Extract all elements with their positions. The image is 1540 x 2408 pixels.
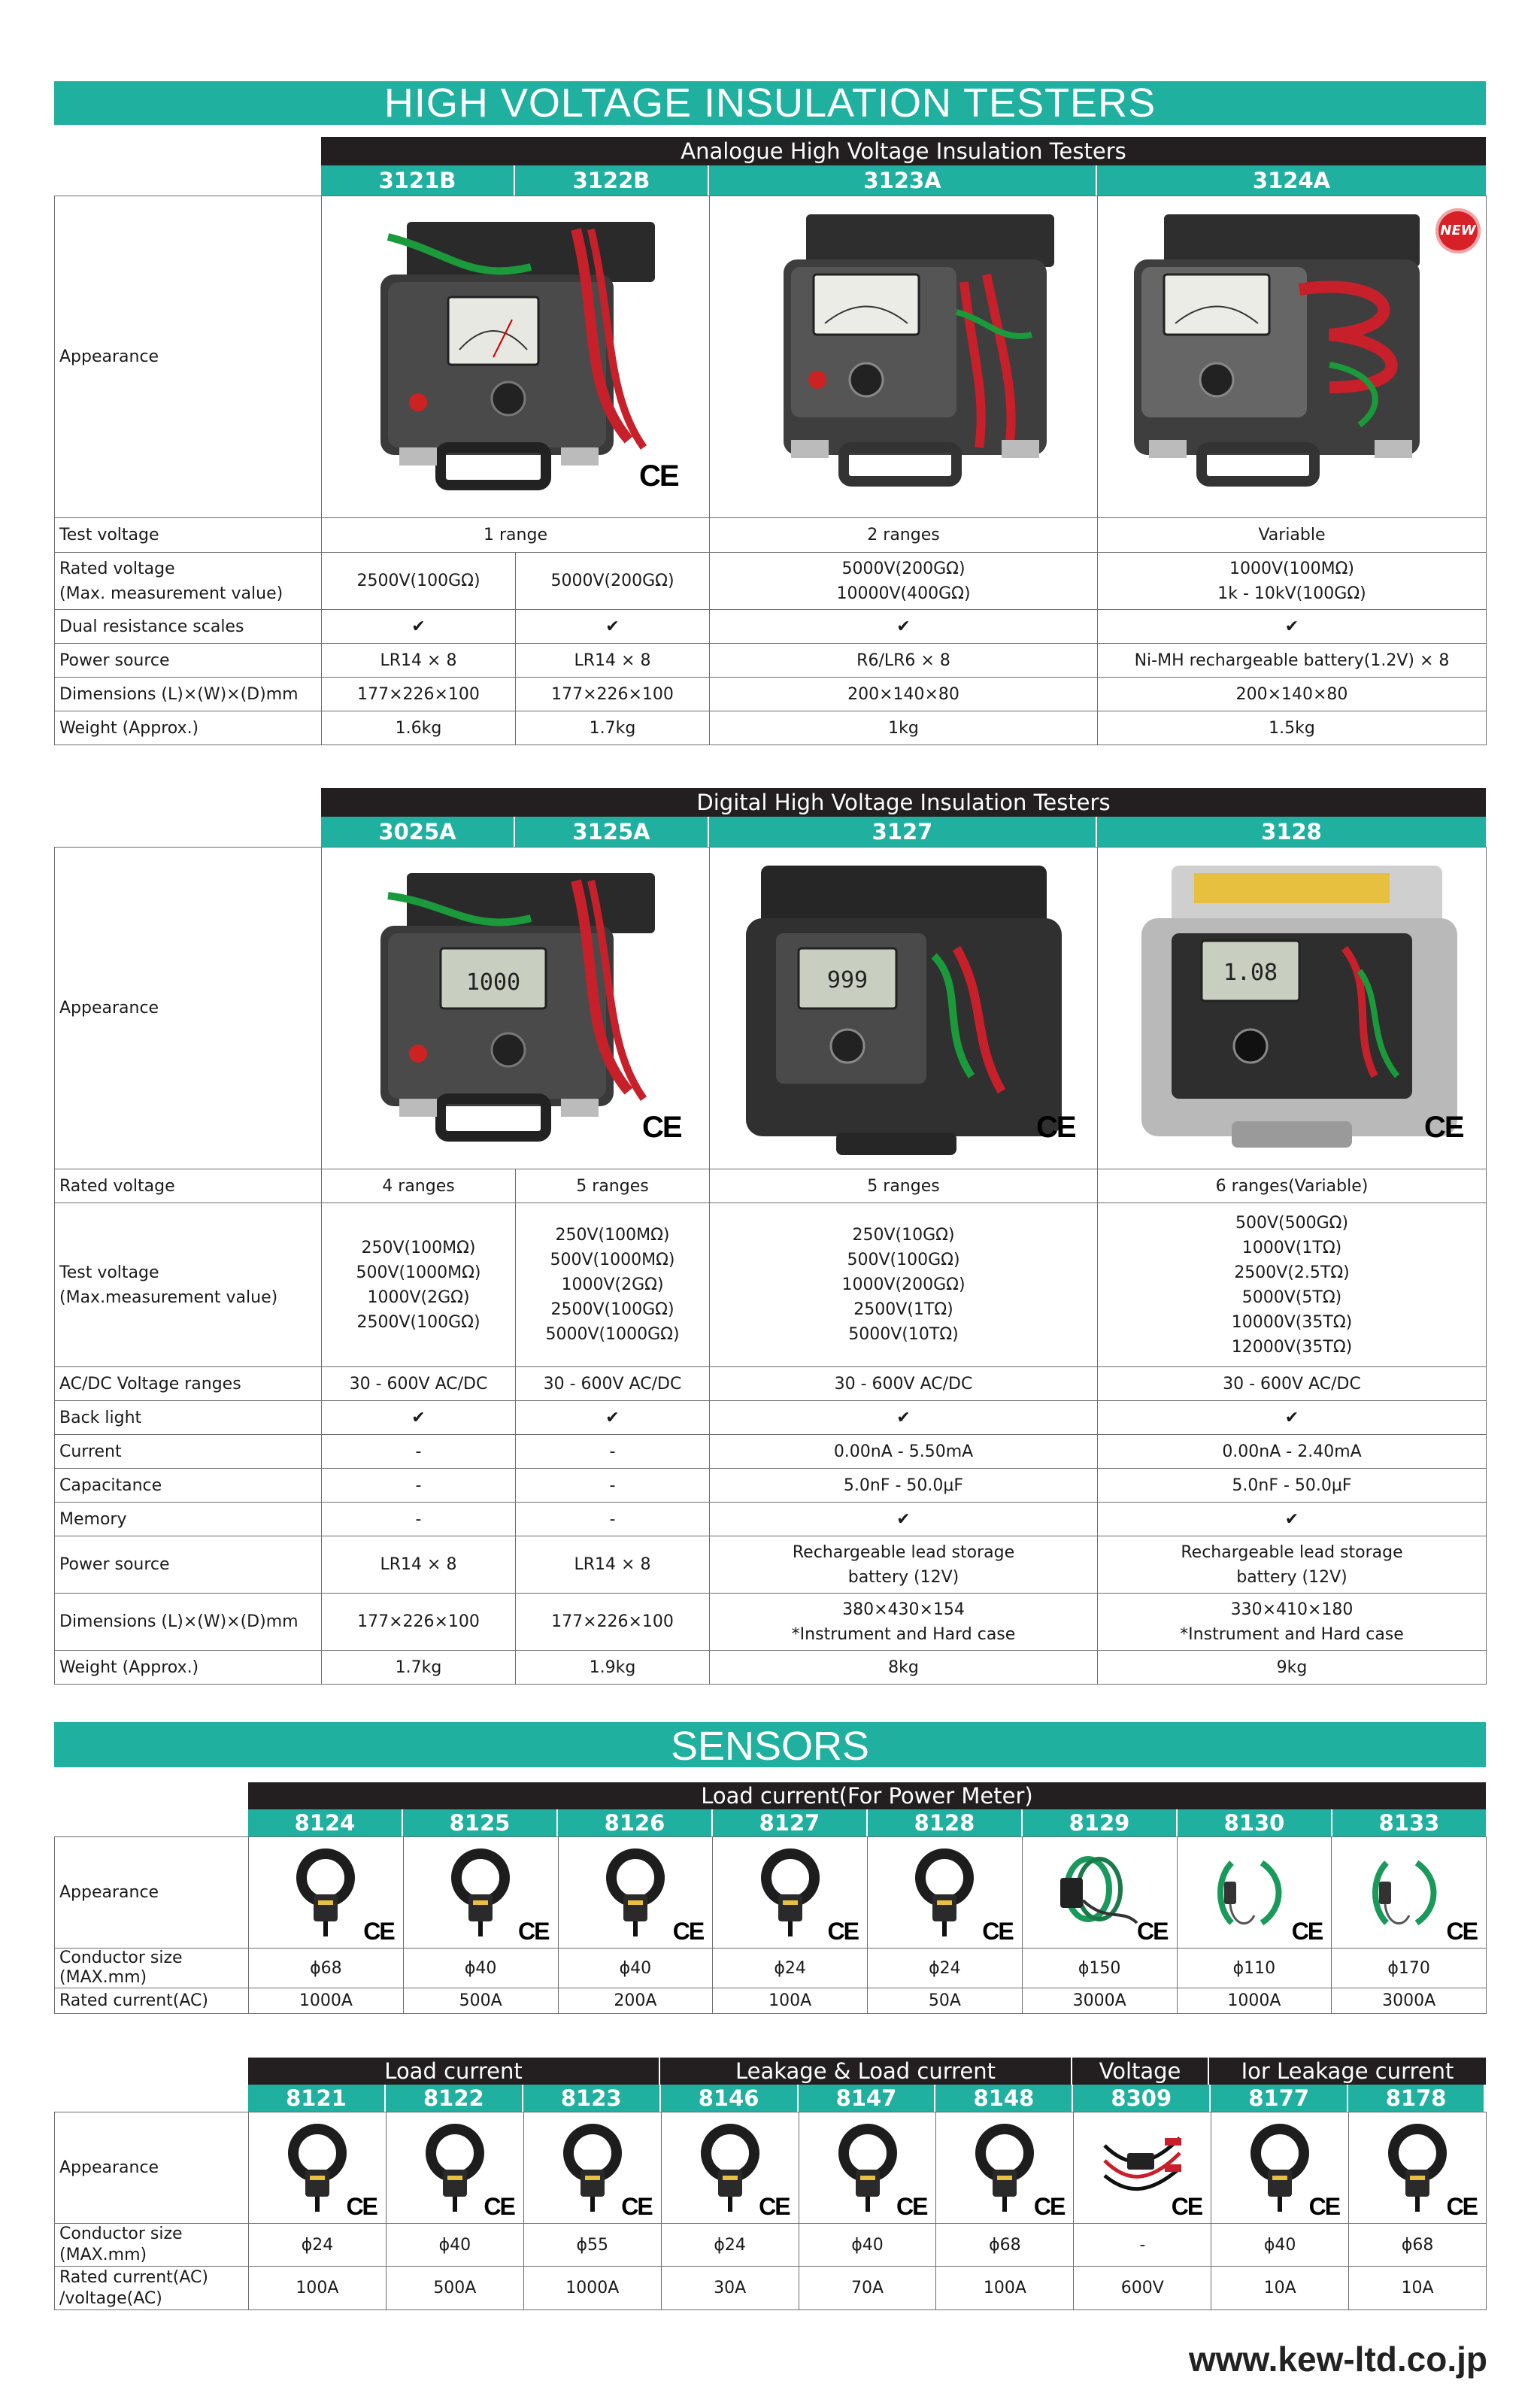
cell-line: 2500V(100GΩ) [550, 1300, 675, 1319]
check-mark: ✔ [516, 610, 710, 644]
cell: 5 ranges [710, 1169, 1098, 1203]
ce-mark: CE [642, 1110, 681, 1144]
cell [1098, 1594, 1487, 1651]
cell-line: 2500V(2.5TΩ) [1234, 1263, 1350, 1282]
cell [322, 1203, 516, 1367]
rated-value-8124: 1000A [249, 1988, 404, 2014]
check-mark: ✔ [1098, 1503, 1487, 1536]
ce-mark: CE [639, 459, 678, 493]
cell-line: 1k - 10kV(100GΩ) [1217, 584, 1366, 603]
cell [1098, 1536, 1487, 1594]
model-3122b: 3122B [515, 165, 709, 196]
label-line: Conductor size [59, 2225, 183, 2243]
model-8127: 8127 [713, 1809, 868, 1836]
cell-line: 500V(100GΩ) [847, 1251, 960, 1269]
cell-line: 250V(100MΩ) [361, 1238, 476, 1257]
conductor-size-8125: ϕ40 [403, 1949, 558, 1988]
cell: 177×226×100 [516, 1594, 710, 1651]
conductor-size-8146: ϕ24 [661, 2224, 799, 2267]
rated-value-8121: 100A [249, 2267, 387, 2310]
row-label-power-source: Power source [55, 644, 322, 678]
digital-tester-image [716, 851, 1092, 1159]
cell: LR14 × 8 [322, 644, 516, 678]
cell: 200×140×80 [710, 678, 1098, 711]
sensor-image-8121 [249, 2112, 387, 2224]
clamp-sensor-image [745, 1848, 835, 1938]
cell: 1.7kg [516, 711, 710, 745]
rated-value-8146: 30A [661, 2267, 799, 2310]
sensors1-model-row [248, 1809, 1486, 1836]
label-line: Test voltage [59, 1263, 159, 1282]
flexible-sensor-image [1209, 1848, 1299, 1938]
ce-mark: CE [346, 2192, 377, 2220]
conductor-size-8121: ϕ24 [249, 2224, 387, 2267]
cell: LR14 × 8 [516, 1536, 710, 1594]
model-8146: 8146 [661, 2085, 799, 2112]
cell: 0.00nA - 2.40mA [1098, 1435, 1487, 1469]
row-label-rated-current: Rated current(AC) [55, 1988, 249, 2014]
cell: 4 ranges [322, 1169, 516, 1203]
cell-line: 2500V(1TΩ) [853, 1300, 953, 1319]
cell-line: 1000V(2GΩ) [561, 1275, 664, 1294]
cell: 177×226×100 [516, 678, 710, 711]
cell: 200×140×80 [1098, 678, 1487, 711]
check-mark: ✔ [710, 610, 1098, 644]
cell: R6/LR6 × 8 [710, 644, 1098, 678]
ce-mark: CE [484, 2192, 514, 2220]
conductor-size-8123: ϕ55 [523, 2224, 661, 2267]
ce-mark: CE [1446, 1917, 1477, 1945]
clamp-sensor-image [899, 1848, 990, 1938]
sensor-image-8129 [1022, 1837, 1177, 1949]
conductor-size-8148: ϕ68 [936, 2224, 1074, 2267]
cell: 9kg [1098, 1651, 1487, 1685]
cell: 5.0nF - 50.0μF [710, 1469, 1098, 1503]
cell [710, 1594, 1098, 1651]
cell [1098, 553, 1487, 610]
row-label-appearance: Appearance [55, 1837, 249, 1949]
cell: 5.0nF - 50.0μF [1098, 1469, 1487, 1503]
rated-value-8177: 10A [1211, 2267, 1349, 2310]
group-load-current: Load current [248, 2058, 660, 2085]
sensor-image-8128 [868, 1837, 1023, 1949]
cell-line: 5000V(10TΩ) [848, 1325, 959, 1344]
row-label-dual-resistance: Dual resistance scales [55, 610, 322, 644]
model-8129: 8129 [1023, 1809, 1178, 1836]
lcd-readout: 1000 [465, 969, 520, 996]
model-8122: 8122 [386, 2085, 523, 2112]
cell-line: battery (12V) [847, 1567, 959, 1587]
conductor-size-8128: ϕ24 [868, 1949, 1023, 1988]
analogue-tester-image [1104, 199, 1480, 508]
ce-mark: CE [518, 1917, 549, 1945]
label-line: /voltage(AC) [59, 2288, 162, 2308]
main-title: HIGH VOLTAGE INSULATION TESTERS [54, 81, 1486, 125]
cell [516, 1203, 710, 1367]
rated-value-8130: 1000A [1177, 1988, 1332, 2014]
cell-line: 5000V(200GΩ) [841, 559, 966, 578]
ce-mark: CE [896, 2192, 927, 2220]
row-label-conductor-size [55, 1949, 249, 1988]
cell: 8kg [710, 1651, 1098, 1685]
ce-mark: CE [621, 2192, 652, 2220]
cell [710, 553, 1098, 610]
sensors2-model-row [248, 2085, 1484, 2112]
model-8178: 8178 [1348, 2085, 1484, 2112]
model-8126: 8126 [558, 1809, 713, 1836]
cell: 2500V(100GΩ) [322, 553, 516, 610]
product-image-3127 [710, 848, 1098, 1169]
digital-model-row [321, 817, 1486, 847]
product-image-3128 [1098, 848, 1487, 1169]
rated-value-8125: 500A [403, 1988, 558, 2014]
row-label-appearance: Appearance [55, 2112, 249, 2224]
cell-line: *Instrument and Hard case [791, 1624, 1016, 1644]
cell-line: 1000V(1TΩ) [1241, 1238, 1342, 1257]
row-label-power-source: Power source [55, 1536, 322, 1594]
rated-value-8133: 3000A [1332, 1988, 1487, 2014]
cell: LR14 × 8 [516, 644, 710, 678]
sensor-image-8178 [1349, 2112, 1487, 2224]
cell: 1 range [322, 518, 710, 553]
label-line: (MAX.mm) [59, 2246, 147, 2264]
ce-mark: CE [1137, 1917, 1168, 1945]
check-mark: ✔ [710, 1503, 1098, 1536]
sensor-image-8130 [1177, 1837, 1332, 1949]
conductor-size-8177: ϕ40 [1211, 2224, 1349, 2267]
cell-line: Rechargeable lead storage [792, 1542, 1015, 1562]
cell-line: 380×430×154 [842, 1600, 965, 1619]
ce-mark: CE [827, 1917, 858, 1945]
model-8130: 8130 [1178, 1809, 1332, 1836]
conductor-size-8147: ϕ40 [799, 2224, 936, 2267]
cell-line: 500V(1000MΩ) [550, 1251, 675, 1269]
analogue-model-row [321, 165, 1486, 196]
cell: 5 ranges [516, 1169, 710, 1203]
cell: LR14 × 8 [322, 1536, 516, 1594]
cell-line: 1000V(200GΩ) [841, 1275, 966, 1294]
product-image-3123a [710, 196, 1098, 518]
group-ior-leakage-current: Ior Leakage current [1209, 2058, 1486, 2085]
row-label-rated-voltage [55, 553, 322, 610]
model-8125: 8125 [403, 1809, 558, 1836]
group-voltage: Voltage [1072, 2058, 1209, 2085]
footer-url[interactable]: www.kew-ltd.co.jp [1189, 2340, 1487, 2379]
sensor-image-8148 [936, 2112, 1074, 2224]
model-3124a: 3124A [1097, 165, 1486, 196]
row-label-weight: Weight (Approx.) [55, 1651, 322, 1685]
ce-mark: CE [982, 1917, 1013, 1945]
check-mark: ✔ [322, 1401, 516, 1435]
cell-line: 10000V(35TΩ) [1231, 1312, 1353, 1332]
cell: 6 ranges(Variable) [1098, 1169, 1487, 1203]
conductor-size-8309: - [1074, 2224, 1211, 2267]
conductor-size-8122: ϕ40 [386, 2224, 523, 2267]
label-line: (Max.measurement value) [59, 1287, 278, 1307]
ce-mark: CE [363, 1917, 394, 1945]
row-label-acdc: AC/DC Voltage ranges [55, 1367, 322, 1401]
product-image-3124a [1098, 196, 1487, 518]
clamp-sensor-image [280, 1848, 371, 1938]
check-mark: ✔ [710, 1401, 1098, 1435]
conductor-size-8124: ϕ68 [249, 1949, 404, 1988]
label-line: Rated current(AC) [59, 2267, 208, 2287]
cell [710, 1536, 1098, 1594]
model-8121: 8121 [248, 2085, 386, 2112]
sensor-image-8125 [403, 1837, 558, 1949]
ce-mark: CE [1291, 1917, 1323, 1945]
model-3025a: 3025A [321, 817, 515, 847]
sensor-image-8122 [386, 2112, 523, 2224]
row-label-capacitance: Capacitance [55, 1469, 322, 1503]
label-line: Conductor size [59, 1949, 183, 1967]
row-label-rated-voltage: Rated voltage [55, 1169, 322, 1203]
cell-line: 2500V(100GΩ) [356, 1312, 480, 1332]
sensors-title: SENSORS [54, 1722, 1486, 1767]
cell: 30 - 600V AC/DC [516, 1367, 710, 1401]
cell: - [516, 1435, 710, 1469]
ce-mark: CE [1446, 2192, 1478, 2220]
conductor-size-8130: ϕ110 [1177, 1949, 1332, 1988]
row-label-backlight: Back light [55, 1401, 322, 1435]
label-line: (Max. measurement value) [59, 584, 283, 603]
sensor-image-8124 [249, 1837, 404, 1949]
cell: 1.7kg [322, 1651, 516, 1685]
sensors-load-power-header: Load current(For Power Meter) [248, 1782, 1486, 1809]
row-label-dimensions: Dimensions (L)×(W)×(D)mm [55, 1594, 322, 1651]
rated-value-8178: 10A [1349, 2267, 1487, 2310]
label-line: (MAX.mm) [59, 1968, 147, 1987]
model-8148: 8148 [935, 2085, 1073, 2112]
cell: 30 - 600V AC/DC [1098, 1367, 1487, 1401]
conductor-size-8133: ϕ170 [1332, 1949, 1487, 1988]
cell: 1.6kg [322, 711, 516, 745]
cell-line: 12000V(35TΩ) [1231, 1337, 1353, 1357]
sensor-image-8147 [799, 2112, 936, 2224]
conductor-size-8126: ϕ40 [558, 1949, 713, 1988]
rated-value-8128: 50A [868, 1988, 1023, 2014]
sensor-image-8146 [661, 2112, 799, 2224]
rated-value-8129: 3000A [1022, 1988, 1177, 2014]
analogue-spec-table [54, 196, 1487, 745]
sensor-image-8309 [1074, 2112, 1211, 2224]
model-3127: 3127 [709, 817, 1097, 847]
cell-line: 5000V(1000GΩ) [545, 1325, 680, 1344]
row-label-current: Current [55, 1435, 322, 1469]
ce-mark: CE [1424, 1110, 1463, 1144]
rated-value-8122: 500A [386, 2267, 523, 2310]
row-label-test-voltage: Test voltage [55, 518, 322, 553]
cell: - [516, 1503, 710, 1536]
cell-line: 1000V(2GΩ) [367, 1287, 470, 1307]
cell-line: 10000V(400GΩ) [836, 584, 971, 603]
row-label-weight: Weight (Approx.) [55, 711, 322, 745]
cell: - [516, 1469, 710, 1503]
sensor-image-8127 [713, 1837, 868, 1949]
cell: 1kg [710, 711, 1098, 745]
ce-mark: CE [759, 2192, 790, 2220]
cell: 177×226×100 [322, 1594, 516, 1651]
cell [1098, 1203, 1487, 1367]
lcd-readout: 1.08 [1223, 959, 1278, 986]
sensor-image-8133 [1332, 1837, 1487, 1949]
group-leakage-load-current: Leakage & Load current [660, 2058, 1072, 2085]
cell: - [322, 1503, 516, 1536]
cell: - [322, 1435, 516, 1469]
model-8147: 8147 [799, 2085, 936, 2112]
rated-value-8309: 600V [1074, 2267, 1211, 2310]
ce-mark: CE [1033, 2192, 1065, 2220]
cell-line: 500V(500GΩ) [1235, 1213, 1349, 1233]
analogue-section-header: Analogue High Voltage Insulation Testers [321, 137, 1486, 165]
row-label-rated-current-voltage [55, 2267, 249, 2310]
cell-line: 250V(100MΩ) [555, 1226, 670, 1245]
flexible-sensor-image [1054, 1848, 1144, 1938]
ce-mark: CE [1308, 2192, 1340, 2220]
cell: - [322, 1469, 516, 1503]
row-label-conductor-size [55, 2224, 249, 2267]
rated-value-8127: 100A [713, 1988, 868, 2014]
label-line: Rated voltage [59, 559, 175, 578]
check-mark: ✔ [1098, 1401, 1487, 1435]
cell-line: Rechargeable lead storage [1181, 1542, 1403, 1562]
digital-tester-image [1104, 851, 1480, 1159]
cell-line: 330×410×180 [1230, 1600, 1354, 1619]
cell: 1.9kg [516, 1651, 710, 1685]
sensors2-group-row [248, 2058, 1486, 2085]
cell-line: battery (12V) [1236, 1567, 1348, 1587]
sensor-image-8126 [558, 1837, 713, 1949]
cell: Ni-MH rechargeable battery(1.2V) × 8 [1098, 644, 1487, 678]
clamp-sensor-image [435, 1848, 526, 1938]
cell: 1.5kg [1098, 711, 1487, 745]
rated-value-8123: 1000A [523, 2267, 661, 2310]
digital-section-header: Digital High Voltage Insulation Testers [321, 788, 1486, 817]
flexible-sensor-image [1364, 1848, 1454, 1938]
lcd-readout: 999 [826, 966, 868, 993]
conductor-size-8127: ϕ24 [713, 1949, 868, 1988]
new-badge: NEW [1435, 208, 1481, 253]
ce-mark: CE [1171, 2192, 1202, 2220]
cell: 5000V(200GΩ) [516, 553, 710, 610]
ce-mark: CE [1036, 1110, 1075, 1144]
cell-line: 250V(10GΩ) [852, 1226, 955, 1245]
rated-value-8148: 100A [936, 2267, 1074, 2310]
sensor-image-8177 [1211, 2112, 1349, 2224]
cell-line: 1000V(100MΩ) [1229, 559, 1354, 578]
check-mark: ✔ [1098, 610, 1487, 644]
cell: 30 - 600V AC/DC [322, 1367, 516, 1401]
cell: 177×226×100 [322, 678, 516, 711]
model-3123a: 3123A [709, 165, 1097, 196]
model-8177: 8177 [1211, 2085, 1348, 2112]
model-3121b: 3121B [321, 165, 515, 196]
model-8124: 8124 [248, 1809, 403, 1836]
product-image-3025a-3125a [322, 848, 710, 1169]
model-8123: 8123 [523, 2085, 661, 2112]
ce-mark: CE [672, 1917, 704, 1945]
row-label-dimensions: Dimensions (L)×(W)×(D)mm [55, 678, 322, 711]
product-image-3121b-3122b [322, 196, 710, 518]
digital-spec-table [54, 847, 1487, 1685]
analogue-tester-image [716, 199, 1092, 508]
cell: 2 ranges [710, 518, 1098, 553]
sensors2-table [54, 2112, 1487, 2310]
rated-value-8126: 200A [558, 1988, 713, 2014]
cell: 0.00nA - 5.50mA [710, 1435, 1098, 1469]
model-8133: 8133 [1332, 1809, 1486, 1836]
cell-line: 5000V(5TΩ) [1241, 1287, 1342, 1307]
model-3128: 3128 [1097, 817, 1486, 847]
cell-line: *Instrument and Hard case [1180, 1624, 1404, 1644]
cell [710, 1203, 1098, 1367]
rated-value-8147: 70A [799, 2267, 936, 2310]
conductor-size-8178: ϕ68 [1349, 2224, 1487, 2267]
row-label-appearance: Appearance [55, 848, 322, 1169]
model-8309: 8309 [1073, 2085, 1211, 2112]
check-mark: ✔ [516, 1401, 710, 1435]
conductor-size-8129: ϕ150 [1022, 1949, 1177, 1988]
sensors1-table [54, 1836, 1487, 2014]
model-3125a: 3125A [515, 817, 709, 847]
cell: Variable [1098, 518, 1487, 553]
row-label-test-voltage [55, 1203, 322, 1367]
clamp-sensor-image [590, 1848, 681, 1938]
cell: 30 - 600V AC/DC [710, 1367, 1098, 1401]
sensor-image-8123 [523, 2112, 661, 2224]
cell-line: 500V(1000MΩ) [356, 1263, 481, 1282]
model-8128: 8128 [868, 1809, 1023, 1836]
check-mark: ✔ [322, 610, 516, 644]
row-label-appearance: Appearance [55, 196, 322, 518]
row-label-memory: Memory [55, 1503, 322, 1536]
